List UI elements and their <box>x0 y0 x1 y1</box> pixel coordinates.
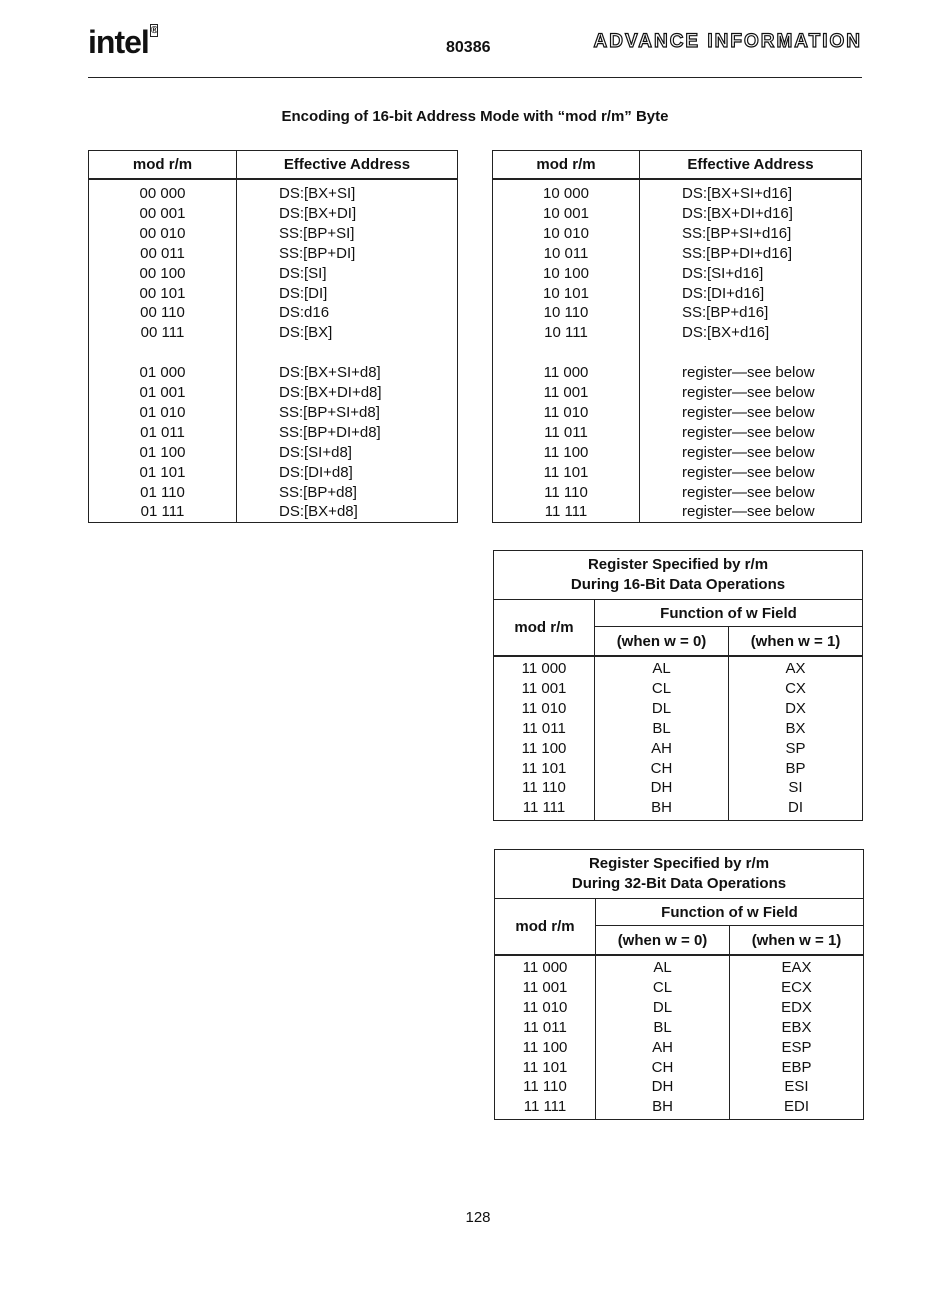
register-w0-cell: DH <box>596 1077 730 1097</box>
register-w0-cell: DL <box>595 699 729 719</box>
table-row <box>494 656 863 679</box>
mod-rm-cell: 00 110 <box>89 303 237 323</box>
mod-rm-cell: 10 101 <box>493 284 640 304</box>
mod-rm-cell: 11 001 <box>494 679 595 699</box>
effective-address-cell: SS:[BP+d16] <box>682 304 769 322</box>
table-row <box>493 423 862 443</box>
mod-rm-cell: 11 101 <box>494 759 595 779</box>
table-row <box>495 1058 864 1078</box>
effective-address-cell: DS:[BX+SI+d16] <box>682 185 793 202</box>
register-w0-cell: CL <box>595 679 729 699</box>
register-w1-cell: DX <box>785 699 806 717</box>
table-row <box>493 204 862 224</box>
table-row <box>89 244 458 264</box>
table-row <box>493 264 862 284</box>
table-row <box>493 463 862 483</box>
table-title-line2: During 16-Bit Data Operations <box>570 576 786 593</box>
mod-rm-cell: 11 011 <box>493 423 640 443</box>
effective-address-cell: DS:[BX+SI+d8] <box>279 364 381 382</box>
effective-address-cell: DS:[BX+SI] <box>279 185 356 202</box>
register-w1-cell: EDI <box>783 1098 809 1116</box>
mod-rm-cell: 01 100 <box>89 443 237 463</box>
register-w1-cell: EBP <box>781 1058 812 1076</box>
table-row <box>89 284 458 304</box>
table-row <box>493 502 862 522</box>
encoding-table-right-body <box>493 179 862 523</box>
mod-rm-cell: 00 010 <box>89 224 237 244</box>
mod-rm-cell: 00 101 <box>89 284 237 304</box>
table-title-line2: During 32-Bit Data Operations <box>571 875 787 892</box>
table-row <box>493 443 862 463</box>
mod-rm-cell: 11 111 <box>494 798 595 820</box>
mod-rm-cell: 00 011 <box>89 244 237 264</box>
mod-rm-cell: 01 101 <box>89 463 237 483</box>
advance-information-banner: ADVANCE INFORMATION <box>593 31 862 52</box>
table-row <box>493 244 862 264</box>
mod-rm-cell: 10 010 <box>493 224 640 244</box>
register-w1-cell: SP <box>785 739 806 757</box>
mod-rm-cell: 00 111 <box>89 323 237 343</box>
table-row <box>89 383 458 403</box>
table-row <box>89 323 458 343</box>
column-header-effective-address: Effective Address <box>640 151 862 180</box>
register-w0-cell: CH <box>596 1058 730 1078</box>
table-title <box>495 850 864 899</box>
effective-address-cell: register—see below <box>682 483 815 501</box>
table-row <box>89 502 458 522</box>
mod-rm-cell: 11 100 <box>495 1038 596 1058</box>
mod-rm-cell: 11 010 <box>494 699 595 719</box>
effective-address-cell: register—see below <box>682 403 815 421</box>
effective-address-cell: SS:[BP+DI+d8] <box>279 423 381 441</box>
table-row <box>493 323 862 343</box>
group-spacer <box>89 343 458 363</box>
register-w0-cell: AH <box>596 1038 730 1058</box>
column-header-w0: (when w = 0) <box>596 926 730 956</box>
register-w0-cell: BH <box>595 798 729 820</box>
mod-rm-cell: 11 100 <box>494 739 595 759</box>
mod-rm-cell: 11 001 <box>495 978 596 998</box>
table-row <box>493 383 862 403</box>
register-w1-cell: EBX <box>781 1018 812 1036</box>
register-w1-cell: EDX <box>781 998 812 1016</box>
table-row <box>493 403 862 423</box>
effective-address-cell: register—see below <box>682 443 815 461</box>
mod-rm-cell: 11 010 <box>493 403 640 423</box>
effective-address-cell: DS:[DI+d8] <box>279 463 353 481</box>
register-w1-cell: AX <box>785 660 806 677</box>
effective-address-cell: DS:[BX] <box>279 324 333 342</box>
table-row <box>89 443 458 463</box>
register-w0-cell: CH <box>595 759 729 779</box>
mod-rm-cell: 10 001 <box>493 204 640 224</box>
effective-address-cell: DS:[BX+DI+d16] <box>682 204 793 222</box>
effective-address-cell: register—see below <box>682 503 815 521</box>
table-row <box>494 699 863 719</box>
table-row <box>495 998 864 1018</box>
mod-rm-cell: 00 001 <box>89 204 237 224</box>
table-row <box>494 778 863 798</box>
table-row <box>495 1097 864 1119</box>
page-title: Encoding of 16-bit Address Mode with “mod r/m” Byte <box>281 108 669 125</box>
table-row <box>495 955 864 978</box>
mod-rm-cell: 11 111 <box>495 1097 596 1119</box>
mod-rm-cell: 01 001 <box>89 383 237 403</box>
table-row <box>89 303 458 323</box>
table-row <box>493 179 862 204</box>
mod-rm-cell: 01 111 <box>89 502 237 522</box>
column-header-mod-rm: mod r/m <box>495 899 596 956</box>
table-row <box>89 483 458 503</box>
register-w1-cell: ESP <box>781 1038 812 1056</box>
mod-rm-cell: 10 111 <box>493 323 640 343</box>
table-row <box>494 679 863 699</box>
register-w0-cell: BH <box>596 1097 730 1119</box>
mod-rm-cell: 10 000 <box>493 179 640 204</box>
effective-address-cell: SS:[BP+DI] <box>279 244 356 262</box>
table-row <box>493 224 862 244</box>
column-header-w1: (when w = 1) <box>729 627 863 657</box>
register-w1-cell: CX <box>785 679 806 697</box>
effective-address-cell: SS:[BP+d8] <box>279 483 357 501</box>
column-header-mod-rm: mod r/m <box>494 600 595 657</box>
register-table-16bit <box>493 550 863 821</box>
column-header-effective-address: Effective Address <box>237 151 458 180</box>
page-number: 128 <box>465 1209 491 1226</box>
register-w0-cell: DL <box>596 998 730 1018</box>
effective-address-cell: DS:[BX+DI+d8] <box>279 384 382 402</box>
table-row <box>89 463 458 483</box>
register-w1-cell: EAX <box>781 959 812 976</box>
table-row <box>89 363 458 383</box>
effective-address-cell: SS:[BP+DI+d16] <box>682 244 793 262</box>
table-row <box>89 423 458 443</box>
register-w1-cell: ESI <box>784 1078 809 1096</box>
effective-address-cell: register—see below <box>682 384 815 402</box>
mod-rm-cell: 01 000 <box>89 363 237 383</box>
table-row <box>493 284 862 304</box>
effective-address-cell: register—see below <box>682 463 815 481</box>
table-row <box>495 1077 864 1097</box>
column-header-mod-rm: mod r/m <box>89 151 237 180</box>
mod-rm-cell: 11 110 <box>495 1077 596 1097</box>
mod-rm-cell: 11 110 <box>493 483 640 503</box>
register-w0-cell: AL <box>596 955 730 978</box>
table-row <box>494 798 863 820</box>
mod-rm-cell: 11 001 <box>493 383 640 403</box>
table-title-line1: Register Specified by r/m <box>588 855 770 872</box>
encoding-table-right <box>492 150 862 523</box>
effective-address-cell: DS:d16 <box>279 304 330 322</box>
register-table-32bit-body <box>495 955 864 1120</box>
column-header-mod-rm: mod r/m <box>493 151 640 180</box>
table-row <box>89 204 458 224</box>
column-header-w1: (when w = 1) <box>730 926 864 956</box>
mod-rm-cell: 01 110 <box>89 483 237 503</box>
register-w0-cell: BL <box>595 719 729 739</box>
header-rule <box>88 77 862 78</box>
column-header-function-w: Function of w Field <box>596 899 864 926</box>
register-w0-cell: AH <box>595 739 729 759</box>
mod-rm-cell: 01 010 <box>89 403 237 423</box>
effective-address-cell: DS:[SI] <box>279 264 327 282</box>
table-row <box>89 179 458 204</box>
mod-rm-cell: 11 011 <box>495 1018 596 1038</box>
mod-rm-cell: 11 101 <box>493 463 640 483</box>
mod-rm-cell: 11 000 <box>494 656 595 679</box>
register-w0-cell: AL <box>595 656 729 679</box>
encoding-table-left <box>88 150 458 523</box>
mod-rm-cell: 11 101 <box>495 1058 596 1078</box>
mod-rm-cell: 11 000 <box>493 363 640 383</box>
table-row <box>89 264 458 284</box>
mod-rm-cell: 11 011 <box>494 719 595 739</box>
mod-rm-cell: 11 111 <box>493 502 640 522</box>
intel-logo: intel ® <box>88 24 158 60</box>
mod-rm-cell: 01 011 <box>89 423 237 443</box>
table-row <box>89 224 458 244</box>
effective-address-cell: DS:[DI+d16] <box>682 284 765 302</box>
effective-address-cell: SS:[BP+SI] <box>279 224 355 242</box>
table-row <box>494 759 863 779</box>
register-w0-cell: BL <box>596 1018 730 1038</box>
table-row <box>493 483 862 503</box>
table-row <box>494 739 863 759</box>
register-table-32bit <box>494 849 864 1120</box>
effective-address-cell: DS:[BX+d16] <box>682 324 770 342</box>
register-w1-cell: BX <box>785 719 806 737</box>
effective-address-cell: DS:[SI+d8] <box>279 443 352 461</box>
effective-address-cell: SS:[BP+SI+d16] <box>682 224 792 242</box>
table-title-line1: Register Specified by r/m <box>587 556 769 573</box>
table-row <box>495 978 864 998</box>
table-row <box>495 1038 864 1058</box>
register-w1-cell: BP <box>785 759 806 777</box>
register-w0-cell: CL <box>596 978 730 998</box>
mod-rm-cell: 10 011 <box>493 244 640 264</box>
mod-rm-cell: 11 000 <box>495 955 596 978</box>
mod-rm-cell: 11 010 <box>495 998 596 1018</box>
effective-address-cell: DS:[SI+d16] <box>682 264 764 282</box>
mod-rm-cell: 10 110 <box>493 303 640 323</box>
encoding-table-left-body <box>89 179 458 523</box>
effective-address-cell: SS:[BP+SI+d8] <box>279 403 380 421</box>
effective-address-cell: register—see below <box>682 423 815 441</box>
column-header-w0: (when w = 0) <box>595 627 729 657</box>
table-row <box>493 363 862 383</box>
register-table-16bit-body <box>494 656 863 821</box>
table-title <box>494 551 863 600</box>
effective-address-cell: DS:[BX+d8] <box>279 503 358 521</box>
table-row <box>495 1018 864 1038</box>
column-header-function-w: Function of w Field <box>595 600 863 627</box>
register-w1-cell: ECX <box>781 978 812 996</box>
document-number: 80386 <box>446 39 491 56</box>
register-w0-cell: DH <box>595 778 729 798</box>
mod-rm-cell: 00 000 <box>89 179 237 204</box>
register-w1-cell: DI <box>788 799 803 817</box>
group-spacer <box>493 343 862 363</box>
effective-address-cell: register—see below <box>682 364 815 382</box>
mod-rm-cell: 10 100 <box>493 264 640 284</box>
mod-rm-cell: 11 110 <box>494 778 595 798</box>
mod-rm-cell: 00 100 <box>89 264 237 284</box>
table-row <box>89 403 458 423</box>
table-row <box>493 303 862 323</box>
effective-address-cell: DS:[BX+DI] <box>279 204 357 222</box>
mod-rm-cell: 11 100 <box>493 443 640 463</box>
register-w1-cell: SI <box>788 779 803 797</box>
effective-address-cell: DS:[DI] <box>279 284 328 302</box>
table-row <box>494 719 863 739</box>
